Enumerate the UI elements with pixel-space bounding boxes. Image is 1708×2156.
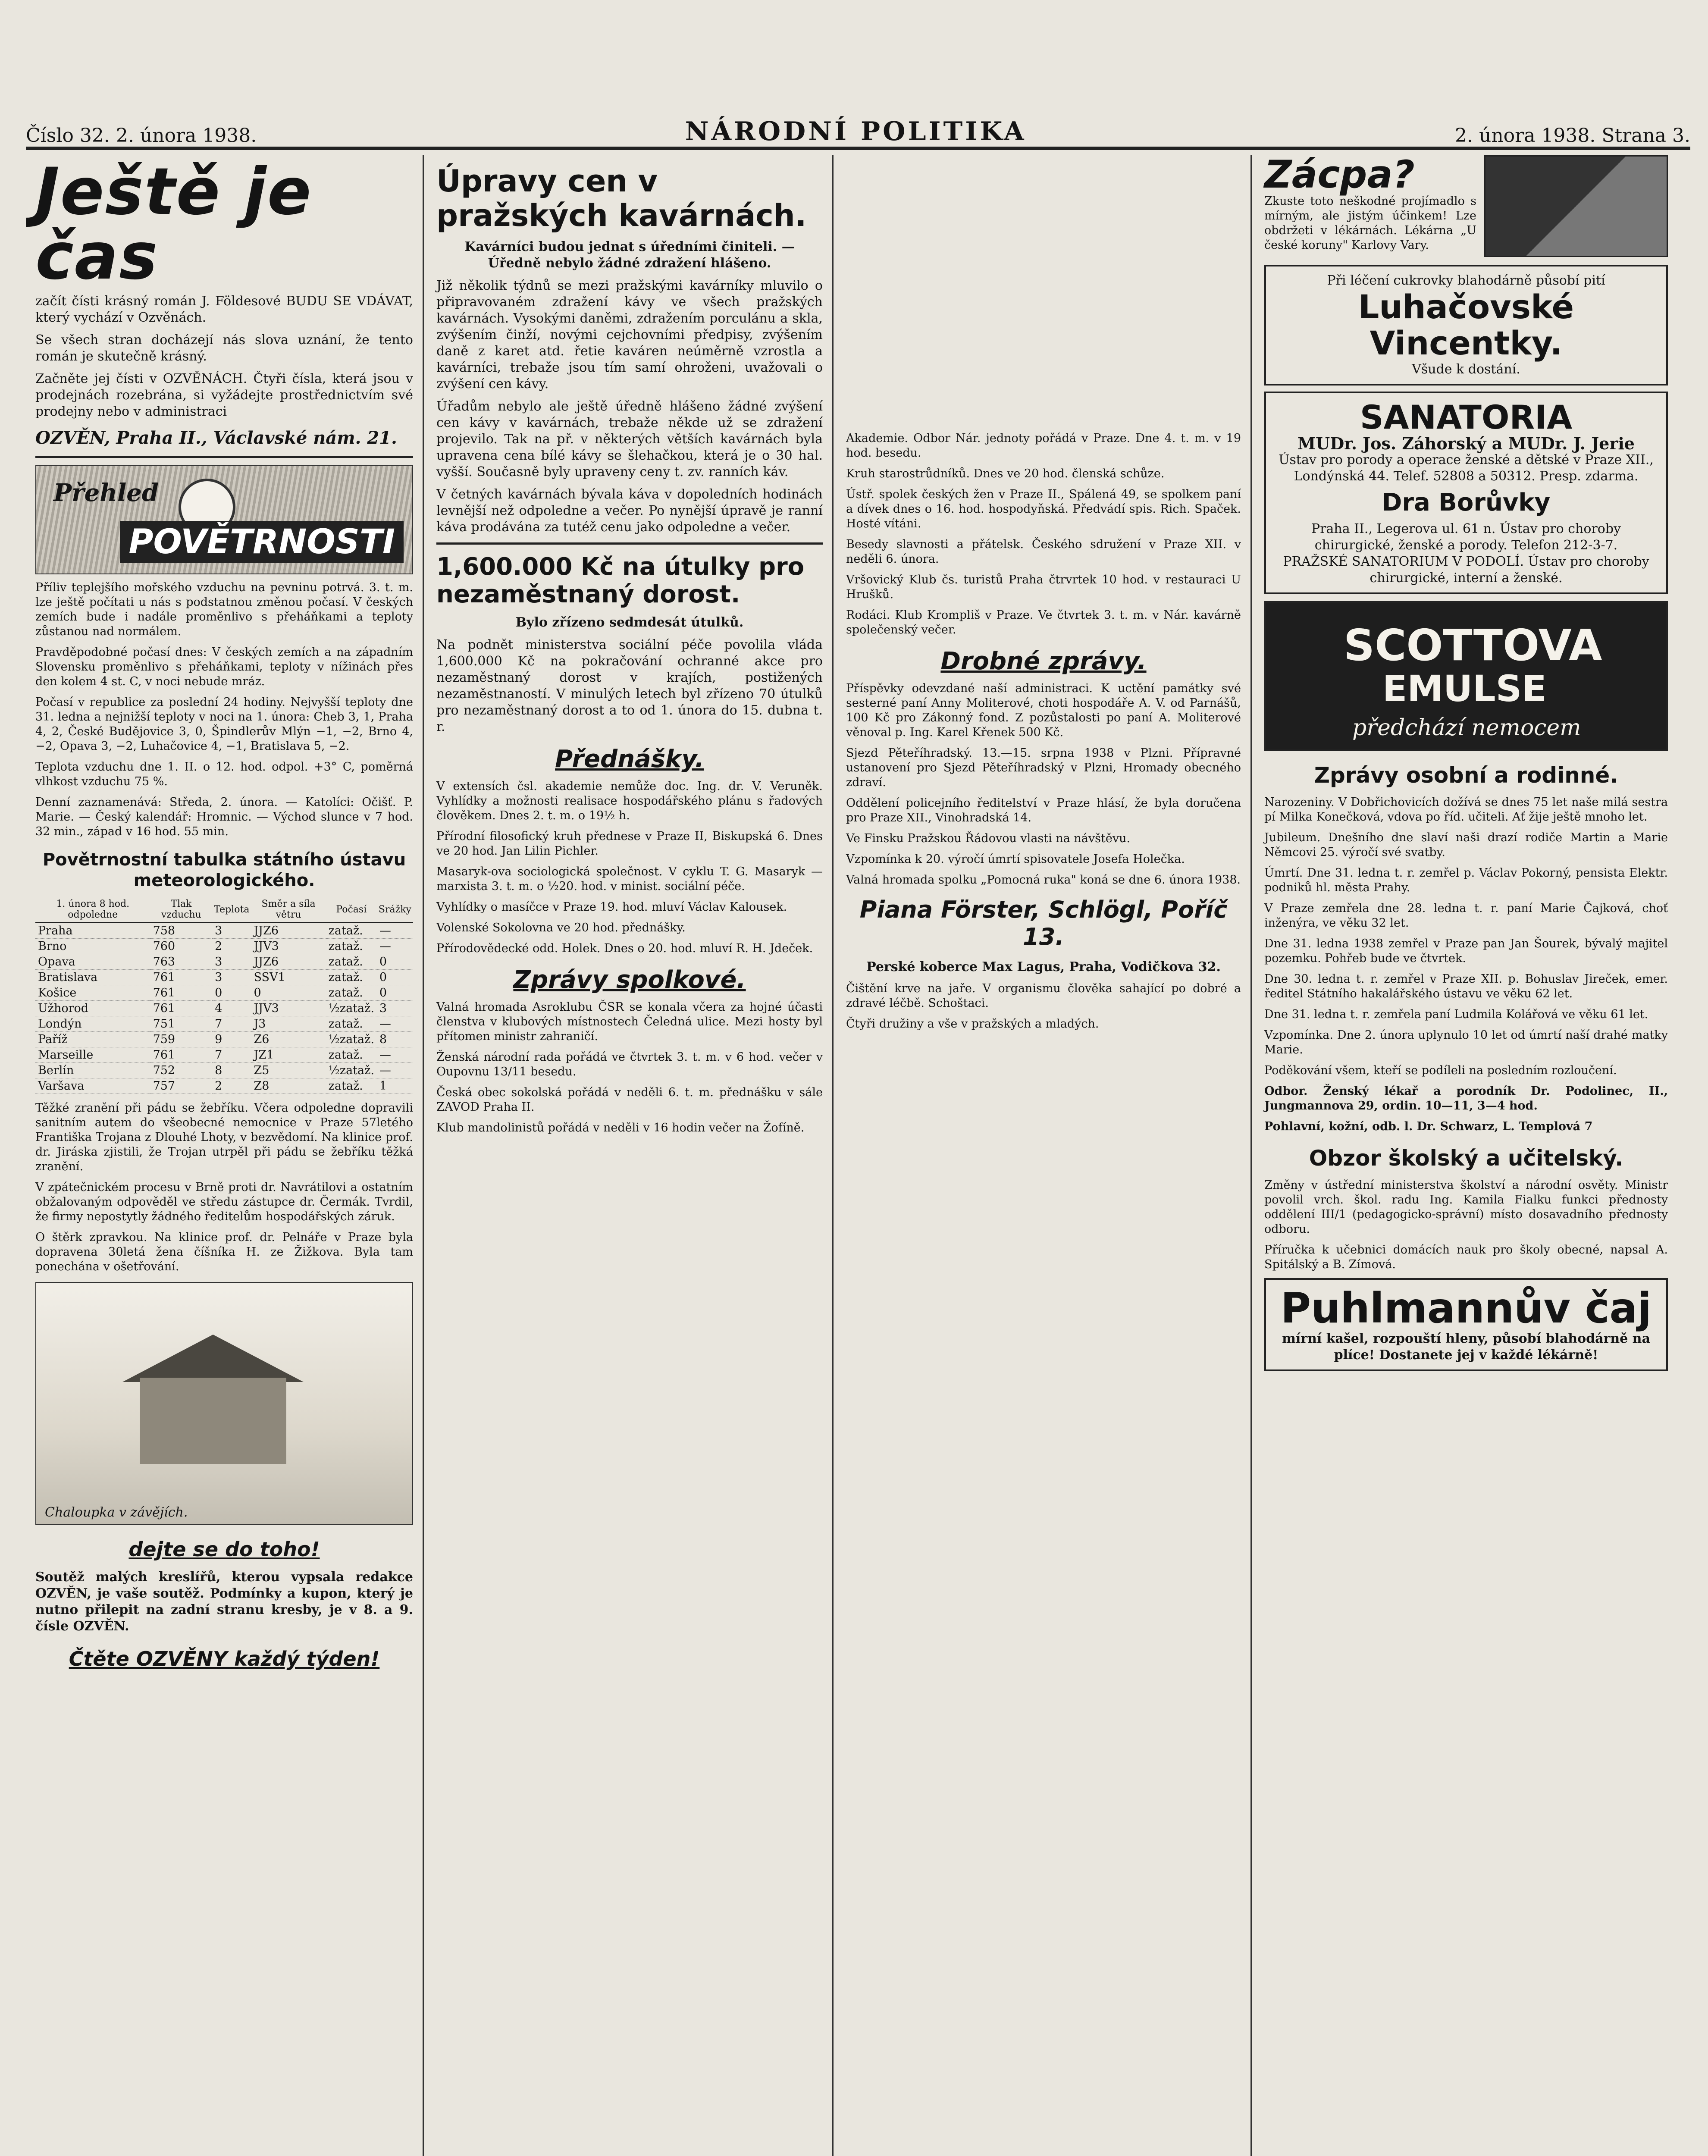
table-cell: 3 <box>377 1001 413 1016</box>
personal-item: V Praze zemřela dne 28. ledna t. r. paní Marie Čajková, choť inženýra, ve věku 32 let. <box>1264 902 1668 930</box>
column-3 <box>837 155 1252 2156</box>
podoli-text: PRAŽSKÉ SANATORIUM V PODOLÍ. Ústav pro choroby chirurgické, interní a ženské. <box>1283 554 1649 586</box>
weather-paragraph: Příliv teplejšího mořského vzduchu na pevninu potrvá. 3. t. m. lze ještě počítati u nás s podstatnou změnou počasí. V českých zemích bude i nadále proměnlivo s přeháňkami a teploty zůstanou nad normálem. <box>35 581 413 638</box>
notice-item: Ústř. spolek českých žen v Praze II., Spálená 49, se spolkem paní a dívek dnes o 16. hod. hospodyňská. Předvádí spis. Rich. Spaček. Hosté vítáni. <box>846 488 1241 530</box>
club-item: Klub mandolinistů pořádá v neděli v 16 hodin večer na Žofíně. <box>436 1121 805 1134</box>
table-cell: 0 <box>377 985 413 1001</box>
club-item: Ženská národní rada pořádá ve čtvrtek 3. t. m. v 6 hod. večer v Oupovnu 13/11 besedu. <box>436 1050 823 1078</box>
table-cell: Marseille <box>35 1047 150 1063</box>
table-cell: Berlín <box>35 1063 150 1078</box>
weather-art-top: Přehled <box>53 479 159 507</box>
table-row <box>35 1016 413 1032</box>
divider <box>436 542 823 545</box>
table-cell: — <box>377 1016 413 1032</box>
table-cell: 0 <box>377 954 413 970</box>
table-row <box>35 1078 413 1094</box>
weather-paragraph: Pravděpodobné počasí dnes: V českých zemích a na západním Slovensku proměnlivo s přeháňkami, teploty v nížinách přes den kolem 4 st. C, v noci nebude mráz. <box>35 646 413 688</box>
intro-paragraph: Začněte jej čísti v OZVĚNÁCH. Čtyři čísla, která jsou v prodejnách rozebrána, si vyžádejte prostřednictvím své prodejny nebo v administraci <box>35 371 413 419</box>
sanatoria-title: SANATORIA <box>1360 398 1573 436</box>
scott-subtitle: EMULSE <box>1382 667 1547 710</box>
table-cell: 1 <box>377 1078 413 1094</box>
table-cell: 763 <box>150 954 213 970</box>
table-cell: SSV1 <box>251 970 326 985</box>
borovy-text: Praha II., Legerova ul. 61 n. Ústav pro choroby chirurgické, ženské a porody. Telefon 212-3-7. <box>1311 521 1621 553</box>
table-cell: 7 <box>212 1016 251 1032</box>
table-cell: JJV3 <box>251 1001 326 1016</box>
table-cell: 760 <box>150 939 213 954</box>
table-cell: zataž. <box>326 1016 377 1032</box>
table-cell: — <box>377 939 413 954</box>
club-item: Česká obec sokolská pořádá v neděli 6. t. m. přednášku v sále ZAVOD Praha II. <box>436 1086 823 1114</box>
table-cell: 759 <box>150 1032 213 1047</box>
product-package-image <box>1484 155 1668 257</box>
table-cell: ½zataž. <box>326 1001 377 1016</box>
article-paragraph: Již několik týdnů se mezi pražskými kavárníky mluvilo o připravovaném zdražení kávy ve všech pražských kavárnách. Vysokými daněmi, zdražením porculánu a skla, zvýšením činží, novými cejchovními předpisy, zvýšením daně z karet atd. řetie kaváren neúměrně vzrostla a kavárníci, trebaže jsou tím samí ohroženi, uvažovali o zvýšení cen kávy. <box>436 278 823 392</box>
table-cell: Z5 <box>251 1063 326 1078</box>
table-cell: 9 <box>212 1032 251 1047</box>
ad-luhacovice <box>1264 265 1668 385</box>
ad-zacpa-title: Zácpa? <box>1264 155 1415 197</box>
intro-paragraph: začít čísti krásný román J. Földesové BUDU SE VDÁVAT, který vychází v Ozvěnách. <box>35 294 413 325</box>
intro-paragraph: Se všech stran docházejí nás slova uznání, že tento román je skutečně krásný. <box>35 332 413 364</box>
ad-scott-emulsion <box>1264 601 1668 751</box>
table-cell: 757 <box>150 1078 213 1094</box>
table-cell: ½zataž. <box>326 1063 377 1078</box>
borovy-title: Dra Borůvky <box>1382 489 1551 517</box>
lecture-item: Masaryk-ova sociologická společnost. V cyklu T. G. Masaryk — marxista 3. t. m. o ½20. hod. v minist. sociální péče. <box>436 865 823 893</box>
column-2 <box>427 155 834 2156</box>
ad-luhac-title: Luhačovské Vincentky. <box>1358 288 1574 362</box>
contest-text: Soutěž malých kreslířů, kterou vypsala redakce OZVĚN, je vaše soutěž. Podmínky a kupon, který je nutno přilepit na zadní stranu kresby, je v 8. a 9. čísle OZVĚN. <box>35 1570 413 1634</box>
news-item: Oddělení policejního ředitelství v Praze hlásí, že byla doručena pro Praze XII., Vinohradská 14. <box>846 796 1241 824</box>
small-ad: Pohlavní, kožní, odb. l. Dr. Schwarz, L. Templová 7 <box>1264 1120 1593 1133</box>
weather-table-title: Povětrnostní tabulka státního ústavu meteorologického. <box>42 850 406 890</box>
sanatoria-text: Ústav pro porody a operace ženské a dětské v Praze XII., Londýnská 44. Telef. 52808 a 50312. Presp. zdarma. <box>1279 452 1654 484</box>
column-1 <box>26 155 424 2156</box>
section-drobne-zpravy: Drobné zprávy. <box>940 647 1147 675</box>
table-cell: Paříž <box>35 1032 150 1047</box>
contest-title: dejte se do toho! <box>128 1538 320 1561</box>
section-lectures: Přednášky. <box>555 745 704 773</box>
table-cell: zataž. <box>326 985 377 1001</box>
personal-item: Jubileum. Dnešního dne slaví naši drazí rodiče Martin a Marie Němcovi 25. výročí své svatby. <box>1264 831 1668 859</box>
lecture-item: V extensích čsl. akademie nemůže doc. Ing. dr. V. Veruněk. Vyhlídky a možnosti realisace hospodářského plánu s řadových člověkem. Dnes 2. t. m. o 19½ h. <box>436 780 823 822</box>
section-school: Obzor školský a učitelský. <box>1309 1146 1623 1171</box>
news-item: Sjezd Pěteříhradský. 13.—15. srpna 1938 v Plzni. Přípravné ustanovení pro Sjezd Pěteříhradský v Plzni, Hromady obecného zdraví. <box>846 746 1241 789</box>
weather-paragraph: Počasí v republice za poslední 24 hodiny. Nejvyšší teploty dne 31. ledna a nejnižší teploty v noci na 1. února: Cheb 3, 1, Praha 4, 2, České Budějovice 3, 0, Špindlerův Mlýn −1, −2, Brno 4, −2, Opava 3, −2, Luhačovice 4, −1, Bratislava 5, −2. <box>35 696 413 753</box>
table-row <box>35 1001 413 1016</box>
page-number: 2. února 1938. Strana 3. <box>1455 125 1690 147</box>
subheadline: Kavárníci budou jednat s úředními činiteli. — Úředně nebylo žádné zdražení hlášeno. <box>464 239 795 271</box>
table-cell: 761 <box>150 970 213 985</box>
notice-item: Besedy slavnosti a přátelsk. Českého sdružení v Praze XII. v neděli 6. února. <box>846 538 1241 566</box>
table-cell: 758 <box>150 923 213 939</box>
article-paragraph: Úřadům nebylo ale ještě úředně hlášeno žádné zvýšení cen kávy v kavárnách, trebaže někde už se zdražení projevilo. Tak na př. v některých větších kavárnách byla upravena cena bílé kávy se šlehačkou, která je o 30 hal. vyšší. Současně byly upraveny ceny t. zv. ranních káv. <box>436 399 823 479</box>
personal-item: Narozeniny. V Dobřichovicích dožívá se dnes 75 let naše milá sestra pí Milka Konečková, vdova po říd. učiteli. Ať žije ještě mnoho let. <box>1264 796 1668 824</box>
table-cell: — <box>377 923 413 939</box>
table-row <box>35 1047 413 1063</box>
ad-sanatoria <box>1264 392 1668 594</box>
roof-shape <box>122 1335 304 1382</box>
table-cell: 761 <box>150 985 213 1001</box>
lecture-item: Přírodní filosofický kruh přednese v Praze II, Biskupská 6. Dnes ve 20 hod. Jan Lilin Pichler. <box>436 830 823 858</box>
small-ad: Odbor. Ženský lékař a porodník Dr. Podolinec, II., Jungmannova 29, ordin. 10—11, 3—4 hod. <box>1264 1084 1668 1112</box>
table-cell: 3 <box>212 923 251 939</box>
table-header-row <box>35 897 413 923</box>
section-clubs: Zprávy spolkové. <box>513 966 746 994</box>
table-cell: zataž. <box>326 1047 377 1063</box>
ozven-address: OZVĚN, Praha II., Václavské nám. 21. <box>35 428 397 448</box>
ad-lagus: Perské koberce Max Lagus, Praha, Vodičkova 32. <box>866 959 1221 975</box>
table-cell: Bratislava <box>35 970 150 985</box>
table-cell: JJZ6 <box>251 923 326 939</box>
table-cell: JJV3 <box>251 939 326 954</box>
table-cell: 761 <box>150 1001 213 1016</box>
subheadline: Bylo zřízeno sedmdesát útulků. <box>515 615 744 630</box>
puhlmann-title: Puhlmannův čaj <box>1280 1284 1652 1332</box>
school-item: Příručka k učebnici domácích nauk pro školy obecné, napsal A. Spitálský a B. Zímová. <box>1264 1243 1668 1271</box>
table-cell: Praha <box>35 923 150 939</box>
headline-utulky: 1,600.000 Kč na útulky pro nezaměstnaný dorost. <box>436 553 805 608</box>
news-item: Valná hromada spolku „Pomocná ruka" koná se dne 6. února 1938. <box>846 873 1241 887</box>
divider <box>35 456 413 458</box>
table-row <box>35 954 413 970</box>
table-row <box>35 939 413 954</box>
lecture-item: Volenské Sokolovna ve 20 hod. přednášky. <box>436 921 686 934</box>
puhlmann-text: mírní kašel, rozpouští hleny, působí blahodárně na plíce! Dostanete jej v každé lékárně! <box>1282 1331 1650 1363</box>
ad-piana: Piana Förster, Schlögl, Poříč 13. <box>859 896 1228 950</box>
school-item: Změny v ústřední ministerstva školství a národní osvěty. Ministr povolil vrch. škol. radu Ing. Kamila Fialku funkci přednosty oddělení III/1 (pedagogicko-správní) místo dosavadního přednosty odboru. <box>1264 1178 1668 1236</box>
table-cell: 7 <box>212 1047 251 1063</box>
table-cell: — <box>377 1047 413 1063</box>
scott-title: SCOTTOVA <box>1344 620 1602 671</box>
table-cell: 0 <box>212 985 251 1001</box>
table-cell: 3 <box>212 970 251 985</box>
table-cell: JZ1 <box>251 1047 326 1063</box>
thanks-text: Poděkování všem, kteří se podíleli na posledním rozloučení. <box>1264 1064 1617 1077</box>
table-cell: 752 <box>150 1063 213 1078</box>
table-cell: Varšava <box>35 1078 150 1094</box>
table-header: Počasí <box>326 897 377 923</box>
table-header: Tlak vzduchu <box>150 897 213 923</box>
sketch-caption: Chaloupka v závějích. <box>45 1505 188 1520</box>
news-item: O štěrk zpravkou. Na klinice prof. dr. Pelnáře v Praze byla dopravena 30letá žena číšníka H. ze Žižkova. Byla tam ponechána v ošetřování. <box>35 1231 413 1273</box>
small-note: Čištění krve na jaře. V organismu člověka sahající po dobré a zdravé léčbě. Schoštaci. <box>846 982 1241 1010</box>
table-cell: Opava <box>35 954 150 970</box>
table-row <box>35 1063 413 1078</box>
table-cell: Londýn <box>35 1016 150 1032</box>
table-cell: 8 <box>377 1032 413 1047</box>
lecture-item: Vyhlídky o masíčce v Praze 19. hod. mluví Václav Kalousek. <box>436 900 787 914</box>
table-header: Směr a síla větru <box>251 897 326 923</box>
issue-number: Číslo 32. 2. února 1938. <box>26 125 257 147</box>
column-4 <box>1255 155 1677 2156</box>
table-cell: ½zataž. <box>326 1032 377 1047</box>
table-cell: Z8 <box>251 1078 326 1094</box>
table-cell: JJZ6 <box>251 954 326 970</box>
table-header: 1. února 8 hod. odpoledne <box>35 897 150 923</box>
table-cell: 761 <box>150 1047 213 1063</box>
table-row <box>35 923 413 939</box>
contest-footer: Čtěte OZVĚNY každý týden! <box>69 1647 380 1670</box>
table-cell: zataž. <box>326 923 377 939</box>
personal-item: Dne 31. ledna t. r. zemřela paní Ludmila Kolářová ve věku 61 let. <box>1264 1008 1648 1021</box>
table-cell: 0 <box>377 970 413 985</box>
table-cell: 8 <box>212 1063 251 1078</box>
news-item: Těžké zranění při pádu se žebříku. Včera odpoledne dopravili sanitním autem do všeobecné nemocnice v Praze 57letého Františka Trojana z Dlouhé Lhoty, v bezvědomí. Na klinice prof. dr. Jiráska zjistili, že Trojan utrpěl při pádu se žebříku těžká zranění. <box>35 1101 413 1173</box>
table-cell: Brno <box>35 939 150 954</box>
notice-item: Vršovický Klub čs. turistů Praha čtrvrtek 10 hod. v restauraci U Hrušků. <box>846 573 1241 601</box>
table-header: Teplota <box>212 897 251 923</box>
small-note: Čtyři družiny a vše v pražských a mladých. <box>846 1017 1099 1031</box>
weather-illustration <box>35 465 413 574</box>
table-cell: zataž. <box>326 939 377 954</box>
notice-item: Rodáci. Klub Krompliš v Praze. Ve čtvrtek 3. t. m. v Nár. kavárně společenský večer. <box>846 608 1241 636</box>
masthead <box>26 108 1690 150</box>
table-row <box>35 985 413 1001</box>
news-item: Ve Finsku Pražskou Řádovou vlasti na návštěvu. <box>846 832 1131 845</box>
house-shape <box>140 1378 286 1464</box>
weather-art-title: POVĚTRNOSTI <box>120 521 404 563</box>
table-cell: 4 <box>212 1001 251 1016</box>
table-cell: — <box>377 1063 413 1078</box>
ad-puhlmann <box>1264 1278 1668 1371</box>
winter-cottage-sketch <box>35 1282 413 1525</box>
lecture-item: Přírodovědecké odd. Holek. Dnes o 20. hod. mluví R. H. Jdeček. <box>436 942 813 955</box>
table-cell: 3 <box>212 954 251 970</box>
personal-item: Dne 31. ledna 1938 zemřel v Praze pan Jan Šourek, bývalý majitel pozemku. Pohřeb bude ve čtvrtek. <box>1264 937 1668 965</box>
table-cell: Košice <box>35 985 150 1001</box>
scott-slogan: předchází nemocem <box>1352 715 1581 741</box>
headline-jeste-je-cas: Ještě je čas <box>35 155 312 294</box>
table-header: Srážky <box>377 897 413 923</box>
weather-paragraph: Teplota vzduchu dne 1. II. o 12. hod. odpol. +3° C, poměrná vlhkost vzduchu 75 %. <box>35 760 413 788</box>
personal-item: Dne 30. ledna t. r. zemřel v Praze XII. p. Bohuslav Jireček, emer. ředitel Státního hakalářského ústavu ve věku 62 let. <box>1264 972 1668 1000</box>
ad-zacpa-text: Zkuste toto neškodné projímadlo s mírným, ale jistým účinkem! Lze obdržeti v lékárnách. Lékárna „U české koruny" Karlovy Vary. <box>1264 194 1476 252</box>
sanatoria-name: MUDr. Jos. Záhorský a MUDr. J. Jerie <box>1297 434 1635 453</box>
weather-table <box>35 897 413 1094</box>
ad-zacpa <box>1264 155 1668 259</box>
weather-paragraph: Denní zaznamenává: Středa, 2. února. — Katolíci: Očišť. P. Marie. — Český kalendář: Hromnic. — Východ slunce v 7 hod. 32 min., západ v 16 hod. 55 min. <box>35 796 413 838</box>
table-cell: zataž. <box>326 970 377 985</box>
table-cell: 0 <box>251 985 326 1001</box>
article-paragraph: Na podnět ministerstva sociální péče povolila vláda 1,600.000 Kč na pokračování ochranné akce pro nezaměstnaný dorost v krajích, postižených nezaměstnaností. V minulých letech byl zřízeno 70 útulků pro nezaměstnaný dorost a to od 1. února do 15. dubna t. r. <box>436 637 823 734</box>
club-item: Valná hromada Asroklubu ČSR se konala včera za hojné účasti členstva v klubových místnostech Čeledná ulice. Mezi hosty byl přítomen ministr zahraničí. <box>436 1000 823 1043</box>
ad-lecen: Při léčení cukrovky blahodárně působí pití <box>1327 273 1605 288</box>
notice-item: Kruh starostrůdníků. Dnes ve 20 hod. členská schůze. <box>846 467 1165 480</box>
newspaper-title: NÁRODNÍ POLITIKA <box>685 116 1027 147</box>
table-cell: J3 <box>251 1016 326 1032</box>
table-cell: Z6 <box>251 1032 326 1047</box>
table-cell: 2 <box>212 939 251 954</box>
table-row <box>35 1032 413 1047</box>
headline-kavarny: Úpravy cen v pražských kavárnách. <box>436 163 807 233</box>
table-cell: zataž. <box>326 1078 377 1094</box>
news-item: Příspěvky odevzdané naší administraci. K uctění památky své sesterné paní Anny Moliterové, choti hospodáře A. V. od Parnášů, 100 Kč pro Zákonný fond. Z pozůstalosti po paní A. Moliterové věnoval p. Ing. Karel Křenek 500 Kč. <box>846 682 1241 739</box>
personal-item: Úmrtí. Dne 31. ledna t. r. zemřel p. Václav Pokorný, pensista Elektr. podniků hl. města Prahy. <box>1264 866 1668 894</box>
news-item: Vzpomínka k 20. výročí úmrtí spisovatele Josefa Holečka. <box>846 852 1185 866</box>
notice-item: Akademie. Odbor Nár. jednoty pořádá v Praze. Dne 4. t. m. v 19 hod. besedu. <box>846 432 1241 460</box>
table-cell: Užhorod <box>35 1001 150 1016</box>
ad-luhac-sub: Všude k dostání. <box>1412 362 1520 377</box>
table-row <box>35 970 413 985</box>
table-cell: zataž. <box>326 954 377 970</box>
personal-item: Vzpomínka. Dne 2. února uplynulo 10 let od úmrtí naší drahé matky Marie. <box>1264 1028 1668 1056</box>
table-cell: 751 <box>150 1016 213 1032</box>
article-paragraph: V četných kavárnách bývala káva v dopoledních hodinách levnější než odpoledne a večer. Po nynější úpravě je ranní káva prodávána za tutéž cenu jako odpoledne a večer. <box>436 487 823 535</box>
table-cell: 2 <box>212 1078 251 1094</box>
news-item: V zpátečnickém procesu v Brně proti dr. Navrátilovi a ostatním obžalovaným odpověděl ve středu zástupce dr. Čermák. Tvrdil, že firmy nepostytly žádného ředitelům hospodářských záruk. <box>35 1181 413 1223</box>
section-personal: Zprávy osobní a rodinné. <box>1314 763 1618 788</box>
